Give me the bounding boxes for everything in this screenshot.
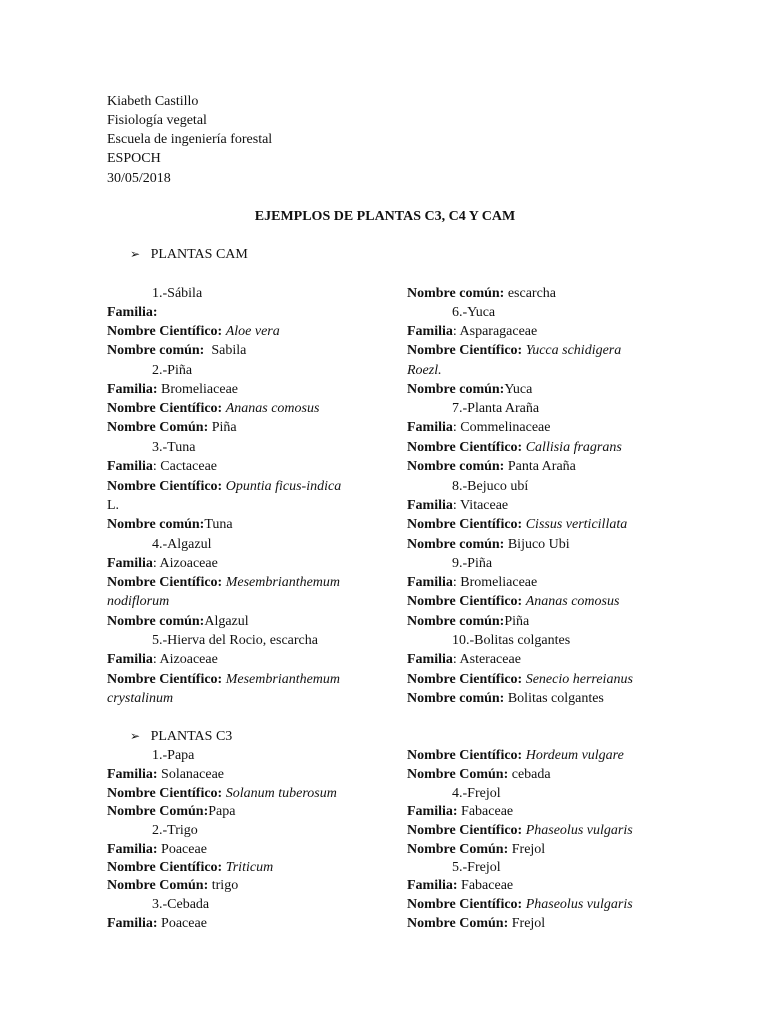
cam-plant-1-comun [107, 341, 246, 360]
cientifico-value: Opuntia ficus-indica [225, 479, 342, 494]
cientifico-label: Nombre Científico: [107, 401, 223, 416]
cientifico-value: Aloe vera [225, 324, 280, 339]
comun-value: Piña [211, 420, 237, 435]
cam-plant-2-comun [107, 418, 237, 437]
c3-plant-3-cientifico [407, 746, 624, 765]
cam-plant-4-title: 4.-Algazul [152, 537, 212, 552]
cam-plant-2-cientifico [107, 399, 319, 418]
arrow-bullet-icon: ➢ [130, 729, 141, 743]
cam-plant-6-title: 6.-Yuca [452, 305, 496, 320]
c3-plant-5-comun [407, 914, 545, 933]
document-date: 30/05/2018 [107, 171, 171, 186]
cam-plant-9-familia: Familia: Bromeliaceae [407, 575, 538, 590]
c3-plant-1-title: 1.-Papa [152, 748, 195, 763]
cam-plant-10-familia: Familia: Asteraceae [407, 652, 521, 667]
c3-plant-5-title: 5.-Frejol [452, 860, 501, 875]
cam-plant-10-comun [407, 689, 604, 708]
cam-plant-4-cientifico-cont: nodiflorum [107, 594, 170, 609]
cientifico-label: Nombre Científico: [107, 672, 223, 687]
comun-value: Papa [208, 804, 236, 819]
cam-plant-9-comun [407, 612, 529, 631]
familia-value: Aizoaceae [159, 556, 218, 571]
cam-plant-5-title: 5.-Hierva del Rocio, escarcha [152, 633, 318, 648]
cientifico-label: Nombre Científico: [107, 324, 223, 339]
cam-plant-10-cientifico [407, 670, 633, 689]
cam-plant-7-title: 7.-Planta Araña [452, 401, 540, 416]
c3-plant-5-cientifico [407, 895, 633, 914]
familia-value: Commelinaceae [460, 420, 551, 435]
cam-plant-7-familia: Familia: Commelinaceae [407, 420, 551, 435]
subject-name: Fisiología vegetal [107, 113, 207, 128]
cientifico-value: Phaseolus vulgaris [525, 823, 633, 838]
cam-plant-6-cientifico [407, 341, 621, 360]
cientifico-label: Nombre Científico: [407, 672, 523, 687]
cam-plant-3-familia: Familia: Cactaceae [107, 459, 218, 474]
cientifico-value: Ananas comosus [225, 401, 320, 416]
comun-label: Nombre común: [407, 286, 505, 301]
comun-value: Piña [504, 614, 530, 629]
comun-label: Nombre común: [407, 459, 505, 474]
cientifico-value: Mesembrianthemum [225, 672, 341, 687]
cam-plant-4-comun [107, 612, 249, 631]
cam-plant-7-comun [407, 457, 576, 476]
cientifico-value: Solanum tuberosum [225, 786, 337, 801]
c3-plant-1-familia [107, 765, 224, 784]
cam-plant-8-comun [407, 535, 570, 554]
comun-value: Frejol [511, 916, 546, 931]
cam-plant-6-cientifico-cont: Roezl. [407, 363, 442, 378]
familia-value: Bromeliaceae [460, 575, 538, 590]
cam-plant-4-cientifico [107, 573, 340, 592]
c3-plant-3-title: 3.-Cebada [152, 897, 210, 912]
c3-plant-1-comun [107, 802, 235, 821]
cam-plant-1-familia [107, 303, 158, 322]
familia-value: Cactaceae [160, 459, 218, 474]
familia-label: Familia: [107, 305, 158, 320]
familia-value: Fabaceae [461, 804, 514, 819]
familia-value: Bromeliaceae [161, 382, 238, 397]
cientifico-value: Mesembrianthemum [225, 575, 341, 590]
cam-plant-3-comun [107, 515, 233, 534]
cam-plant-5-cientifico-cont: crystalinum [107, 691, 174, 706]
c3-plant-3-familia [107, 914, 207, 933]
cam-plant-9-title: 9.-Piña [452, 556, 493, 571]
cientifico-label: Nombre Científico: [407, 343, 523, 358]
section-c3-heading [130, 727, 232, 746]
familia-value: Asteraceae [459, 652, 521, 667]
c3-plant-2-title: 2.-Trigo [152, 823, 198, 838]
comun-value: Bolitas colgantes [507, 691, 604, 706]
familia-label: Familia: [107, 767, 158, 782]
cam-plant-1-cientifico [107, 322, 280, 341]
familia-value: Asparagaceae [459, 324, 538, 339]
institution-name: ESPOCH [107, 151, 161, 166]
cientifico-label: Nombre Científico: [407, 823, 523, 838]
familia-label: Familia [407, 324, 453, 339]
cam-plant-6-familia: Familia: Asparagaceae [407, 324, 538, 339]
cam-plant-3-cientifico [107, 477, 341, 496]
comun-value: cebada [511, 767, 551, 782]
cientifico-label: Nombre Científico: [407, 517, 523, 532]
familia-value: Fabaceae [461, 878, 514, 893]
comun-value: Panta Araña [507, 459, 576, 474]
comun-value: Sabila [211, 343, 247, 358]
familia-value: Vitaceae [460, 498, 509, 513]
document-title: EJEMPLOS DE PLANTAS C3, C4 Y CAM [254, 209, 516, 224]
cientifico-value: Senecio herreianus [525, 672, 633, 687]
comun-value: Algazul [204, 614, 249, 629]
cientifico-label: Nombre Científico: [107, 479, 223, 494]
familia-value: Poaceae [161, 916, 207, 931]
cientifico-label: Nombre Científico: [107, 860, 223, 875]
comun-label: Nombre Común: [407, 842, 509, 857]
comun-label: Nombre común: [107, 614, 205, 629]
section-cam-label: PLANTAS CAM [150, 247, 248, 262]
cientifico-value: Triticum [225, 860, 274, 875]
comun-value: escarcha [507, 286, 557, 301]
cientifico-label: Nombre Científico: [107, 575, 223, 590]
cientifico-value: Cissus verticillata [525, 517, 628, 532]
c3-plant-1-cientifico [107, 784, 337, 803]
c3-plant-2-cientifico [107, 858, 273, 877]
cientifico-value: Hordeum vulgare [525, 748, 624, 763]
c3-plant-2-comun [107, 876, 238, 895]
familia-label: Familia [407, 652, 453, 667]
cam-plant-7-cientifico [407, 438, 622, 457]
comun-label: Nombre Común: [107, 804, 209, 819]
comun-label: Nombre común: [407, 691, 505, 706]
comun-value: Tuna [204, 517, 233, 532]
c3-plant-2-familia [107, 840, 207, 859]
cam-plant-4-familia: Familia: Aizoaceae [107, 556, 218, 571]
cam-plant-6-comun [407, 380, 532, 399]
familia-label: Familia: [107, 382, 158, 397]
cam-plant-5-familia: Familia: Aizoaceae [107, 652, 218, 667]
familia-label: Familia: [407, 804, 458, 819]
comun-label: Nombre Común: [407, 916, 509, 931]
c3-plant-4-title: 4.-Frejol [452, 786, 501, 801]
c3-plant-3-comun [407, 765, 551, 784]
comun-label: Nombre común: [107, 517, 205, 532]
familia-label: Familia: [407, 878, 458, 893]
familia-label: Familia [107, 652, 153, 667]
cam-plant-9-cientifico [407, 592, 619, 611]
comun-label: Nombre común: [107, 343, 205, 358]
arrow-bullet-icon: ➢ [130, 247, 141, 261]
cam-plant-10-title: 10.-Bolitas colgantes [452, 633, 571, 648]
cam-plant-8-familia: Familia: Vitaceae [407, 498, 509, 513]
cientifico-label: Nombre Científico: [407, 748, 523, 763]
familia-value: Aizoaceae [159, 652, 218, 667]
cam-plant-3-title: 3.-Tuna [152, 440, 196, 455]
cientifico-value: Phaseolus vulgaris [525, 897, 633, 912]
section-c3-label: PLANTAS C3 [150, 729, 233, 744]
comun-value: Bijuco Ubi [507, 537, 570, 552]
cientifico-label: Nombre Científico: [407, 897, 523, 912]
cam-plant-5-cientifico [107, 670, 340, 689]
comun-value: Frejol [511, 842, 546, 857]
comun-label: Nombre común: [407, 537, 505, 552]
comun-value: Yuca [504, 382, 533, 397]
c3-plant-4-familia [407, 802, 513, 821]
cam-plant-5-comun [407, 284, 556, 303]
familia-label: Familia: [107, 842, 158, 857]
cientifico-label: Nombre Científico: [107, 786, 223, 801]
cientifico-label: Nombre Científico: [407, 440, 523, 455]
c3-plant-4-comun [407, 840, 545, 859]
comun-value: trigo [211, 878, 239, 893]
familia-label: Familia [407, 575, 453, 590]
cientifico-label: Nombre Científico: [407, 594, 523, 609]
familia-label: Familia [407, 498, 453, 513]
cam-plant-2-title: 2.-Piña [152, 363, 193, 378]
cam-plant-8-title: 8.-Bejuco ubí [452, 479, 529, 494]
c3-plant-4-cientifico [407, 821, 633, 840]
familia-value: Solanaceae [161, 767, 225, 782]
comun-label: Nombre Común: [107, 878, 209, 893]
familia-label: Familia [107, 459, 153, 474]
comun-label: Nombre común: [407, 614, 505, 629]
comun-label: Nombre común: [407, 382, 505, 397]
cam-plant-8-cientifico [407, 515, 627, 534]
comun-label: Nombre Común: [407, 767, 509, 782]
familia-label: Familia [407, 420, 453, 435]
comun-label: Nombre Común: [107, 420, 209, 435]
cientifico-value: Ananas comosus [525, 594, 620, 609]
cientifico-value: Yucca schidigera [525, 343, 622, 358]
cam-plant-1-title: 1.-Sábila [152, 286, 203, 301]
author-name: Kiabeth Castillo [107, 94, 199, 109]
school-name: Escuela de ingeniería forestal [107, 132, 273, 147]
familia-label: Familia [107, 556, 153, 571]
familia-value: Poaceae [161, 842, 207, 857]
section-cam-heading [130, 245, 248, 264]
c3-plant-5-familia [407, 876, 513, 895]
cam-plant-3-cientifico-cont: L. [107, 498, 120, 513]
cam-plant-2-familia [107, 380, 238, 399]
familia-label: Familia: [107, 916, 158, 931]
cientifico-value: Callisia fragrans [525, 440, 622, 455]
